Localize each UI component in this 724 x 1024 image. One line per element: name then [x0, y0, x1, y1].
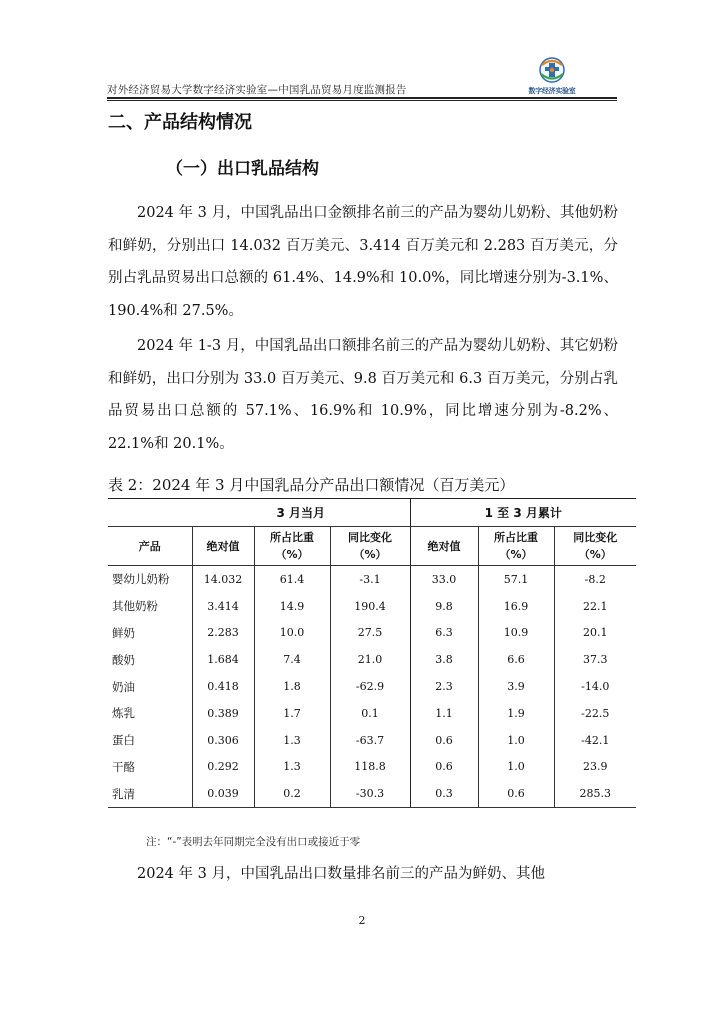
- cell-cum-absolute: 9.8: [410, 593, 478, 620]
- table-row: [108, 620, 636, 647]
- cell-march-share: 1.3: [254, 727, 330, 754]
- cell-cum-share: 3.9: [478, 673, 554, 700]
- cell-cum-yoy: 37.3: [554, 646, 636, 673]
- header-empty-cell: [108, 499, 192, 527]
- table-row: [108, 593, 636, 620]
- cell-march-share: 1.8: [254, 673, 330, 700]
- paragraph-march-export: 2024 年 3 月，中国乳品出口金额排名前三的产品为婴幼儿奶粉、其他奶粉和鲜奶，分别出口 14.032 百万美元、3.414 百万美元和 2.283 百万美元，分别占乳品贸易出口总额的 61.4%、14.9%和 10.0%，同比增速分别为-3.1%、190.4%和 27.5%。: [108, 205, 618, 319]
- cell-march-yoy: 118.8: [330, 754, 410, 781]
- paragraph-march-volume: 2024 年 3 月，中国乳品出口数量排名前三的产品为鲜奶、其他: [137, 866, 545, 882]
- col-header-yoy-cum-line2: （%）: [578, 548, 612, 561]
- cell-cum-share: 57.1: [478, 566, 554, 593]
- paragraph-q1-export: 2024 年 1-3 月，中国乳品出口额排名前三的产品为婴幼儿奶粉、其它奶粉和鲜奶，出口分别为 33.0 百万美元、9.8 百万美元和 6.3 百万美元，分别占乳品贸易出口总额的 57.1%、16.9%和 10.9%，同比增速分别为-8.2%、22.1%和 20.1%。: [108, 338, 618, 452]
- cell-cum-share: 0.6: [478, 780, 554, 807]
- cell-product: 其他奶粉: [112, 599, 158, 614]
- cell-product: 奶油: [112, 679, 135, 694]
- cell-march-share: 7.4: [254, 646, 330, 673]
- cell-march-share: 0.2: [254, 780, 330, 807]
- table-row: [108, 727, 636, 754]
- col-header-share-line1: 所占比重: [270, 531, 314, 544]
- col-header-share-cum-line2: （%）: [499, 548, 533, 561]
- cell-march-absolute: 3.414: [192, 593, 254, 620]
- table-row: [108, 754, 636, 781]
- subsection-title: （一）出口乳品结构: [166, 159, 319, 179]
- cell-product: 炼乳: [112, 706, 135, 721]
- cell-product: 酸奶: [112, 652, 135, 667]
- cell-product: 鲜奶: [112, 625, 135, 640]
- table-caption: 表 2：2024 年 3 月中国乳品分产品出口额情况（百万美元）: [108, 476, 515, 494]
- col-header-absolute-cum: 绝对值: [410, 527, 478, 566]
- cell-march-share: 10.0: [254, 620, 330, 647]
- cell-cum-yoy: -42.1: [554, 727, 636, 754]
- cell-march-yoy: 21.0: [330, 646, 410, 673]
- cell-cum-yoy: 20.1: [554, 620, 636, 647]
- cell-cum-yoy: -14.0: [554, 673, 636, 700]
- cell-march-absolute: 2.283: [192, 620, 254, 647]
- logo-caption: 数字经济实验室: [528, 87, 576, 95]
- cell-cum-share: 1.9: [478, 700, 554, 727]
- cell-march-share: 61.4: [254, 566, 330, 593]
- cell-cum-absolute: 6.3: [410, 620, 478, 647]
- cell-march-yoy: -30.3: [330, 780, 410, 807]
- col-header-yoy-cum: [554, 527, 636, 566]
- col-header-yoy: [330, 527, 410, 566]
- cell-cum-absolute: 33.0: [410, 566, 478, 593]
- col-header-share-cum-line1: 所占比重: [494, 531, 538, 544]
- table-row: [108, 780, 636, 807]
- report-header-title: 对外经济贸易大学数字经济实验室—中国乳品贸易月度监测报告: [107, 84, 407, 96]
- cell-cum-share: 1.0: [478, 727, 554, 754]
- cell-cum-yoy: -8.2: [554, 566, 636, 593]
- cell-product: 婴幼儿奶粉: [112, 572, 170, 587]
- cell-march-absolute: 0.292: [192, 754, 254, 781]
- export-by-product-table: [108, 498, 636, 808]
- cell-cum-yoy: -22.5: [554, 700, 636, 727]
- group-header-cumulative: 1 至 3 月累计: [410, 499, 636, 527]
- header-divider-thin: [107, 100, 617, 101]
- table-row: [108, 646, 636, 673]
- cell-march-share: 1.3: [254, 754, 330, 781]
- cell-cum-yoy: 22.1: [554, 593, 636, 620]
- col-header-absolute: 绝对值: [192, 527, 254, 566]
- col-header-share-line2: （%）: [275, 548, 309, 561]
- cell-cum-absolute: 2.3: [410, 673, 478, 700]
- cell-cum-share: 10.9: [478, 620, 554, 647]
- cell-march-absolute: 14.032: [192, 566, 254, 593]
- cell-march-share: 14.9: [254, 593, 330, 620]
- cell-march-yoy: -3.1: [330, 566, 410, 593]
- cell-march-share: 1.7: [254, 700, 330, 727]
- col-header-yoy-line1: 同比变化: [348, 531, 392, 544]
- col-header-share-cum: [478, 527, 554, 566]
- cell-product: 蛋白: [112, 733, 135, 748]
- cell-march-yoy: -63.7: [330, 727, 410, 754]
- cell-march-yoy: -62.9: [330, 673, 410, 700]
- cell-cum-yoy: 23.9: [554, 754, 636, 781]
- cell-march-absolute: 1.684: [192, 646, 254, 673]
- section-title: 二、产品结构情况: [108, 112, 252, 133]
- cell-cum-absolute: 3.8: [410, 646, 478, 673]
- header-divider: [107, 97, 617, 99]
- cell-march-yoy: 0.1: [330, 700, 410, 727]
- cell-cum-absolute: 0.6: [410, 727, 478, 754]
- table-row: [108, 700, 636, 727]
- cell-product: 干酪: [112, 759, 135, 774]
- table-row: [108, 566, 636, 593]
- col-header-yoy-line2: （%）: [353, 548, 387, 561]
- cell-march-absolute: 0.389: [192, 700, 254, 727]
- cell-cum-absolute: 0.6: [410, 754, 478, 781]
- cell-march-absolute: 0.306: [192, 727, 254, 754]
- page-number: 2: [358, 914, 366, 927]
- cell-march-absolute: 0.418: [192, 673, 254, 700]
- cell-product: 乳清: [108, 780, 192, 807]
- cell-cum-share: 1.0: [478, 754, 554, 781]
- cell-cum-absolute: 0.3: [410, 780, 478, 807]
- cell-cum-yoy: 285.3: [554, 780, 636, 807]
- cell-cum-absolute: 1.1: [410, 700, 478, 727]
- table-row: [108, 673, 636, 700]
- cell-march-yoy: 190.4: [330, 593, 410, 620]
- group-header-march: 3 月当月: [192, 499, 410, 527]
- table-note: 注：“-”表明去年同期完全没有出口或接近于零: [146, 836, 361, 848]
- col-header-product: 产品: [108, 527, 192, 566]
- cell-cum-share: 6.6: [478, 646, 554, 673]
- cell-march-absolute: 0.039: [192, 780, 254, 807]
- col-header-share: [254, 527, 330, 566]
- cell-march-yoy: 27.5: [330, 620, 410, 647]
- col-header-yoy-cum-line1: 同比变化: [573, 531, 618, 544]
- cell-cum-share: 16.9: [478, 593, 554, 620]
